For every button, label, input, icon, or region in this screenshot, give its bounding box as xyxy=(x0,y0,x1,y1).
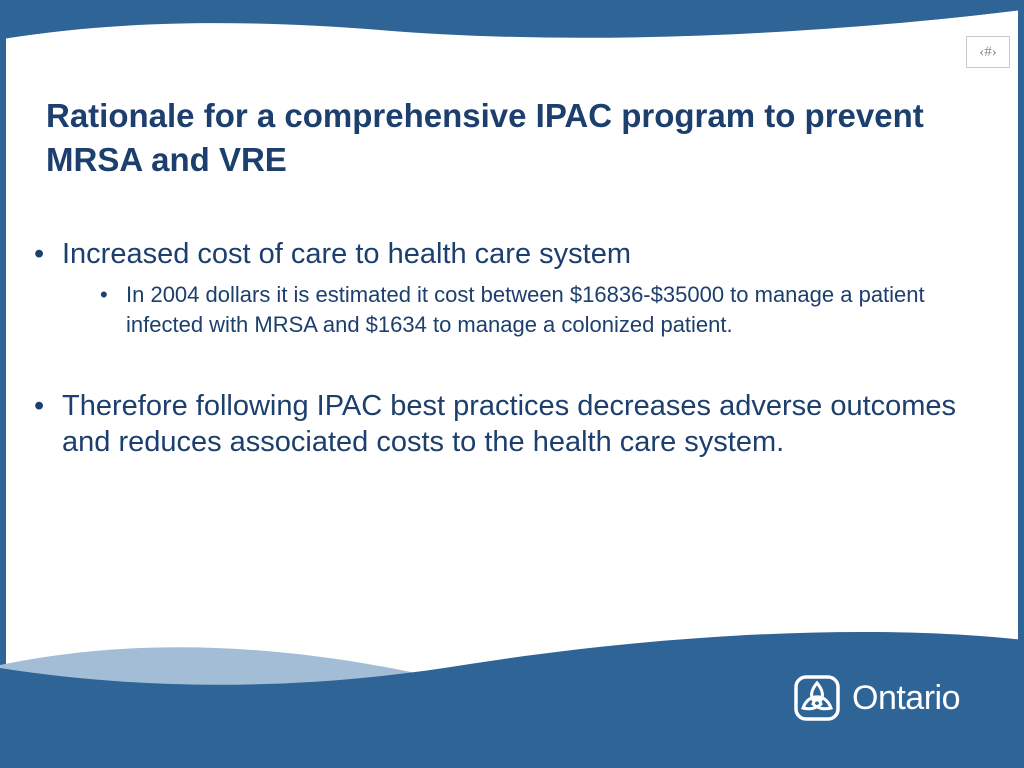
bullet-mark: • xyxy=(34,238,45,270)
slide-number-placeholder: ‹#› xyxy=(966,36,1010,68)
top-wave-band xyxy=(0,0,1024,40)
bullet-level1 xyxy=(32,388,972,460)
ontario-logo xyxy=(794,674,984,722)
trillium-icon xyxy=(794,675,840,721)
slide-content xyxy=(32,236,972,460)
slide-title: Rationale for a comprehensive IPAC program to prevent MRSA and VRE xyxy=(46,97,924,178)
left-frame-line xyxy=(0,0,6,768)
logo-text: Ontario xyxy=(852,678,960,717)
sub-bullet-text: In 2004 dollars it is estimated it cost between $16836-$35000 to manage a patient infected with MRSA and $1634 to manage a colonized patient. xyxy=(126,282,925,337)
sub-bullet-mark: • xyxy=(100,282,108,307)
bullet-level2 xyxy=(32,280,972,340)
bullet-text: Therefore following IPAC best practices decreases adverse outcomes and reduces associated costs to the health care system. xyxy=(62,390,957,458)
bullet-mark: • xyxy=(34,390,45,422)
bullet-level1 xyxy=(32,236,972,272)
bullet-text: Increased cost of care to health care system xyxy=(62,238,631,270)
